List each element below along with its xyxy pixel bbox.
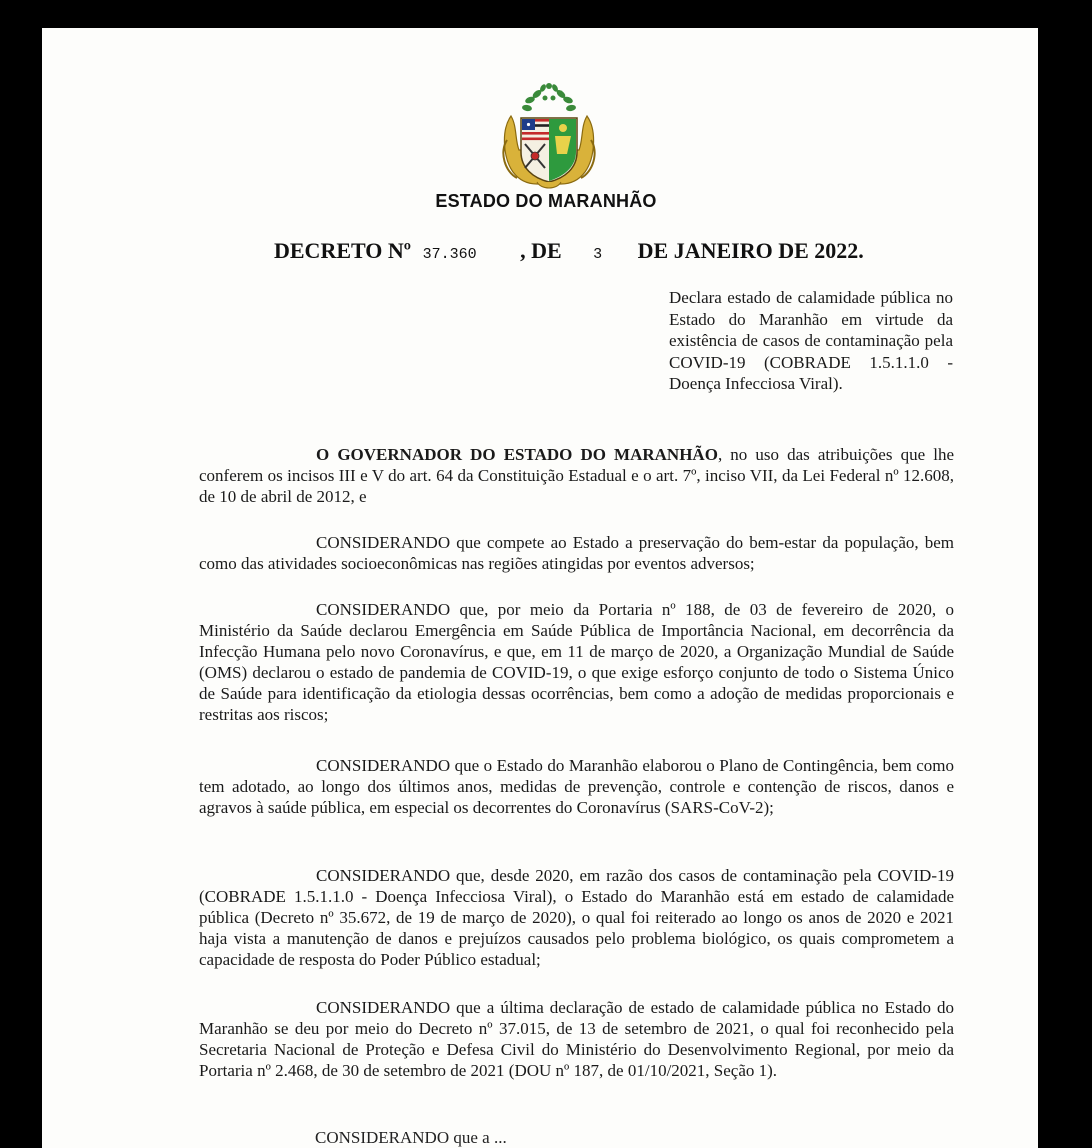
considerando-paragraph-2: CONSIDERANDO que, por meio da Portaria nº 188, de 03 de fevereiro de 2020, o Ministério da Saúde declarou Emergência em Saúde Pública de Importância Nacional, em decorrência da Infecção Humana pelo novo Coronavírus, e que, em 11 de março de 2020, a Organização Mundial de Saúde (OMS) declarou o estado de pandemia de COVID-19, o que exige esforço conjunto de todo o Sistema Único de Saúde para identificação da etiologia dessas ocorrências, bem como a adoção de medidas proporcionais e restritas aos riscos; (199, 600, 954, 724)
preamble-text: , no uso das atribuições que lhe conferem os incisos III e V do art. 64 da Constituição Estadual e o art. 7º, inciso VII, da Lei Federal nº 12.608, de 10 de abril de 2012, e (199, 445, 954, 506)
decree-prefix: DECRETO Nº (274, 238, 412, 263)
preamble-authority: O GOVERNADOR DO ESTADO DO MARANHÃO (316, 445, 718, 464)
preamble-paragraph (199, 445, 954, 508)
considerando-paragraph-5: CONSIDERANDO que a última declaração de estado de calamidade pública no Estado do Maranhão se deu por meio do Decreto nº 37.015, de 13 de setembro de 2021, o qual foi reconhecido pela Secretaria Nacional de Proteção e Defesa Civil do Ministério do Desenvolvimento Regional, por meio da Portaria nº 2.468, de 30 de setembro de 2021 (DOU nº 187, de 01/10/2021, Seção 1). (199, 998, 954, 1080)
considerando-paragraph-1: CONSIDERANDO que compete ao Estado a preservação do bem-estar da população, bem como das atividades socioeconômicas nas regiões atingidas por eventos adversos; (199, 533, 954, 573)
decree-month-year: DE JANEIRO DE 2022. (637, 238, 864, 263)
cut-off-line (315, 1128, 955, 1136)
decree-number: 37.360 (422, 246, 477, 263)
considerando-paragraph-4: CONSIDERANDO que, desde 2020, em razão dos casos de contaminação pela COVID-19 (COBRADE 1.5.1.1.0 - Doença Infecciosa Viral), o Estado do Maranhão está em estado de calamidade pública (Decreto nº 35.672, de 19 de março de 2020), o qual foi reiterado ao longo os anos de 2020 e 2021 haja vista a manutenção de danos e prejuízos causados pelo problema biológico, os quais comprometem a capacidade de resposta do Poder Público estadual; (199, 866, 954, 969)
state-name: ESTADO DO MARANHÃO (435, 191, 657, 211)
decree-title (274, 238, 864, 264)
maranhao-coat-of-arms-icon (497, 80, 601, 192)
decree-day: 3 (593, 246, 603, 263)
considerando-paragraph-3: CONSIDERANDO que o Estado do Maranhão elaborou o Plano de Contingência, bem como tem adotado, ao longo dos últimos anos, medidas de prevenção, controle e contenção de riscos, danos e agravos à saúde pública, em especial os decorrentes do Coronavírus (SARS-CoV-2); (199, 756, 954, 817)
ementa: Declara estado de calamidade pública no Estado do Maranhão em virtude da existência de casos de contaminação pela COVID-19 (COBRADE 1.5.1.1.0 - Doença Infecciosa Viral). (669, 288, 953, 394)
decree-de-label: , DE (520, 238, 562, 263)
